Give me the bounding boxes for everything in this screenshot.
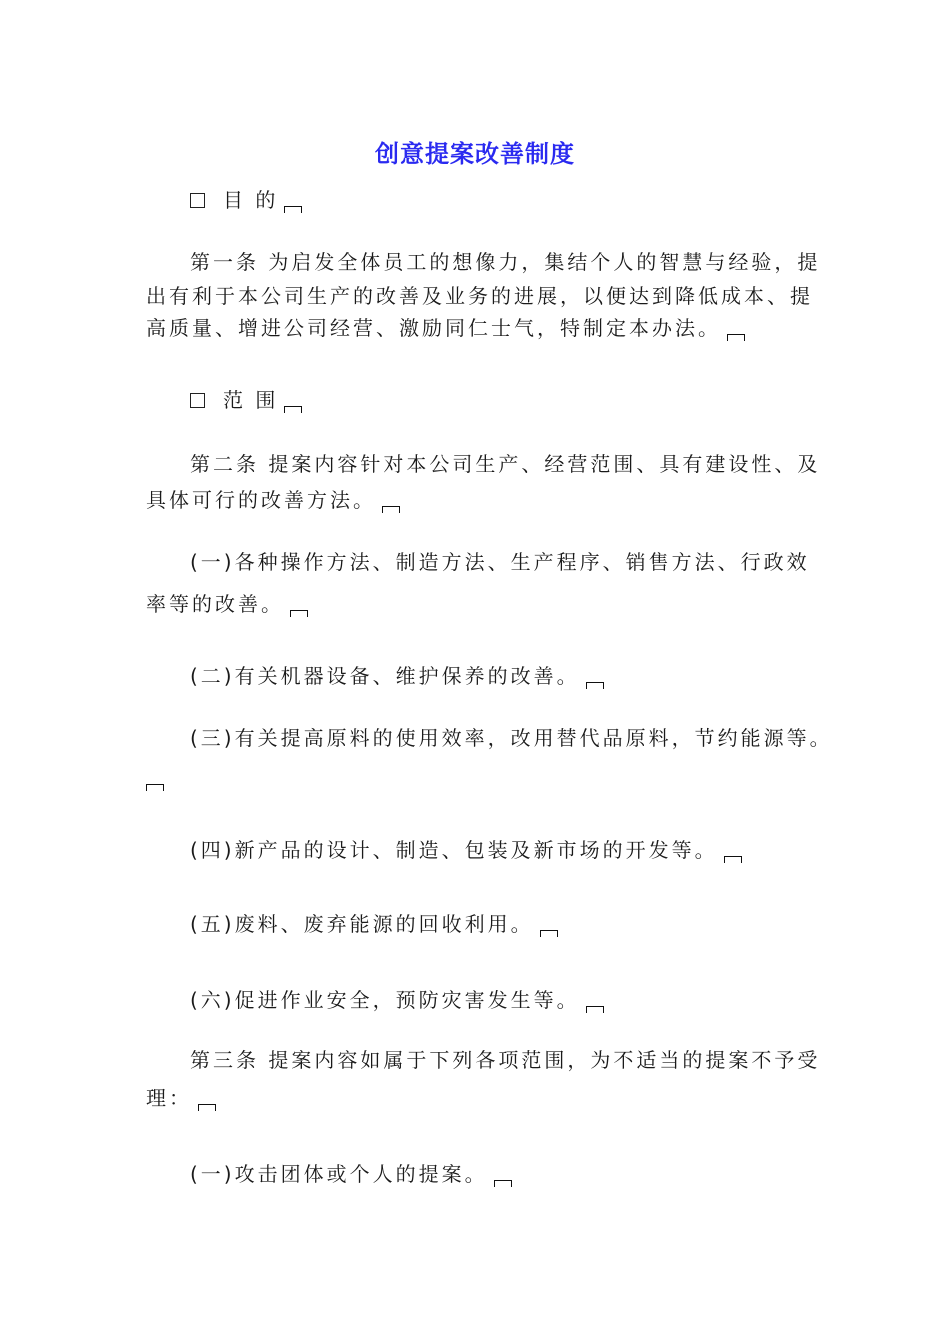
- paragraph-mark-icon: [727, 334, 745, 341]
- paragraph-line: 率等的改善。: [146, 590, 308, 618]
- section-heading-scope: [190, 386, 302, 414]
- paragraph-mark-icon: [382, 506, 400, 513]
- paragraph-line: 第一条 为启发全体员工的想像力，集结个人的智慧与经验，提: [190, 250, 821, 274]
- paragraph-mark-icon: [146, 784, 164, 791]
- paragraph-mark-icon: [290, 610, 308, 617]
- checkbox-icon: [190, 193, 205, 208]
- paragraph-line: (一)各种操作方法、制造方法、生产程序、销售方法、行政效: [190, 550, 810, 574]
- section-heading-label: 范 围: [223, 388, 279, 412]
- paragraph-line: (五)废料、废弃能源的回收利用。: [190, 910, 558, 938]
- section-heading-purpose: [190, 186, 302, 214]
- paragraph-line: 出有利于本公司生产的改善及业务的进展，以便达到降低成本、提: [146, 284, 813, 308]
- paragraph-line: 具体可行的改善方法。: [146, 486, 400, 514]
- paragraph-line: (六)促进作业安全，预防灾害发生等。: [190, 986, 604, 1014]
- paragraph-line: (四)新产品的设计、制造、包装及新市场的开发等。: [190, 836, 742, 864]
- section-heading-label: 目 的: [223, 188, 279, 212]
- checkbox-icon: [190, 393, 205, 408]
- paragraph-line: 第二条 提案内容针对本公司生产、经营范围、具有建设性、及: [190, 452, 821, 476]
- paragraph-line: [140, 764, 164, 792]
- paragraph-mark-icon: [586, 682, 604, 689]
- paragraph-mark-icon: [586, 1006, 604, 1013]
- paragraph-mark-icon: [198, 1104, 216, 1111]
- paragraph-line: (一)攻击团体或个人的提案。: [190, 1160, 512, 1188]
- paragraph-mark-icon: [724, 856, 742, 863]
- paragraph-line: (三)有关提高原料的使用效率，改用替代品原料，节约能源等。: [190, 726, 833, 750]
- paragraph-mark-icon: [540, 930, 558, 937]
- document-title: 创意提案改善制度: [375, 140, 575, 168]
- paragraph-line: 高质量、增进公司经营、激励同仁士气，特制定本办法。: [146, 314, 745, 342]
- paragraph-mark-icon: [494, 1180, 512, 1187]
- paragraph-line: (二)有关机器设备、维护保养的改善。: [190, 662, 604, 690]
- paragraph-mark-icon: [284, 406, 302, 413]
- paragraph-mark-icon: [284, 206, 302, 213]
- paragraph-line: 理：: [146, 1084, 216, 1112]
- paragraph-line: 第三条 提案内容如属于下列各项范围，为不适当的提案不予受: [190, 1048, 821, 1072]
